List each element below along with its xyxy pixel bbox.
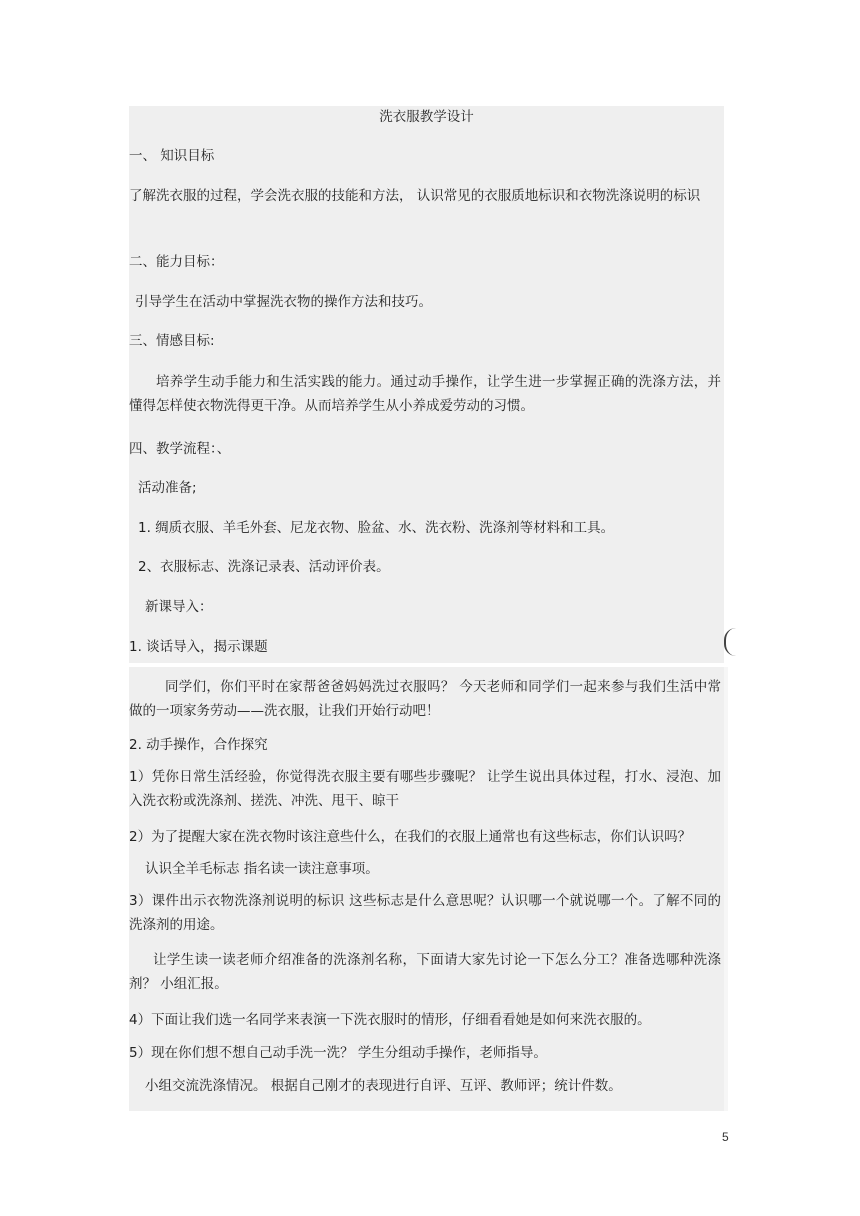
- page-number: 5: [722, 1130, 729, 1144]
- block-edge: [724, 667, 728, 1111]
- step-2-summary: 小组交流洗涤情况。 根据自己刚才的表现进行自评、互评、教师评；统计件数。: [145, 1078, 622, 1094]
- section-4-heading: 四、教学流程：、: [129, 441, 231, 457]
- section-1-body: 了解洗衣服的过程，学会洗衣服的技能和方法， 认识常见的衣服质地标识和衣物洗涤说明的标识: [129, 188, 701, 204]
- step-2-question-4: 4）下面让我们选一名同学来表演一下洗衣服时的情形，仔细看看她是如何来洗衣服的。: [129, 1012, 651, 1028]
- intro-body: 同学们，你们平时在家帮爸爸妈妈洗过衣服吗？ 今天老师和同学们一起来参与我们生活中常做的一项家务劳动——洗衣服，让我们开始行动吧！: [129, 679, 721, 719]
- step-2-heading: 2. 动手操作，合作探究: [129, 737, 268, 753]
- prep-heading: 活动准备;: [138, 480, 197, 496]
- scroll-edge-indicator: [724, 628, 736, 656]
- document-block-bottom: [129, 667, 724, 1111]
- document-block-top: [129, 106, 724, 663]
- step-2-question-3-note: 让学生读一读老师介绍准备的洗涤剂名称，下面请大家先讨论一下怎么分工？准备选哪种洗涤剂？ 小组汇报。: [129, 952, 721, 992]
- intro-item-1: 1. 谈话导入，揭示课题: [129, 639, 268, 655]
- step-2-question-3: 3）课件出示衣物洗涤剂说明的标识 这些标志是什么意思呢？认识哪一个就说哪一个。了解不同的洗涤剂的用途。: [129, 893, 721, 933]
- prep-item-2: 2、衣服标志、洗涤记录表、活动评价表。: [138, 559, 390, 575]
- section-1-heading: 一、 知识目标: [129, 148, 215, 164]
- section-2-heading: 二、能力目标：: [129, 254, 224, 270]
- section-3-body: 培养学生动手能力和生活实践的能力。通过动手操作，让学生进一步掌握正确的洗涤方法，并懂得怎样使衣物洗得更干净。从而培养学生从小养成爱劳动的习惯。: [129, 374, 721, 414]
- step-2-question-2: 2）为了提醒大家在洗衣物时该注意些什么，在我们的衣服上通常也有这些标志，你们认识吗？: [129, 829, 692, 845]
- prep-item-1: 1. 绸质衣服、羊毛外套、尼龙衣物、脸盆、水、洗衣粉、洗涤剂等材料和工具。: [138, 520, 615, 536]
- step-2-question-2-note: 认识全羊毛标志 指名读一读注意事项。: [145, 861, 379, 877]
- step-2-question-1: 1）凭你日常生活经验，你觉得洗衣服主要有哪些步骤呢？ 让学生说出具体过程，打水、浸泡、加入洗衣粉或洗涤剂、搓洗、冲洗、甩干、晾干: [129, 769, 721, 809]
- intro-heading: 新课导入：: [145, 599, 213, 615]
- step-2-question-5: 5）现在你们想不想自己动手洗一洗？ 学生分组动手操作，老师指导。: [129, 1045, 547, 1061]
- section-2-body: 引导学生在活动中掌握洗衣物的操作方法和技巧。: [135, 294, 432, 310]
- section-3-heading: 三、情感目标:: [129, 333, 215, 349]
- document-title: 洗衣服教学设计: [379, 109, 474, 125]
